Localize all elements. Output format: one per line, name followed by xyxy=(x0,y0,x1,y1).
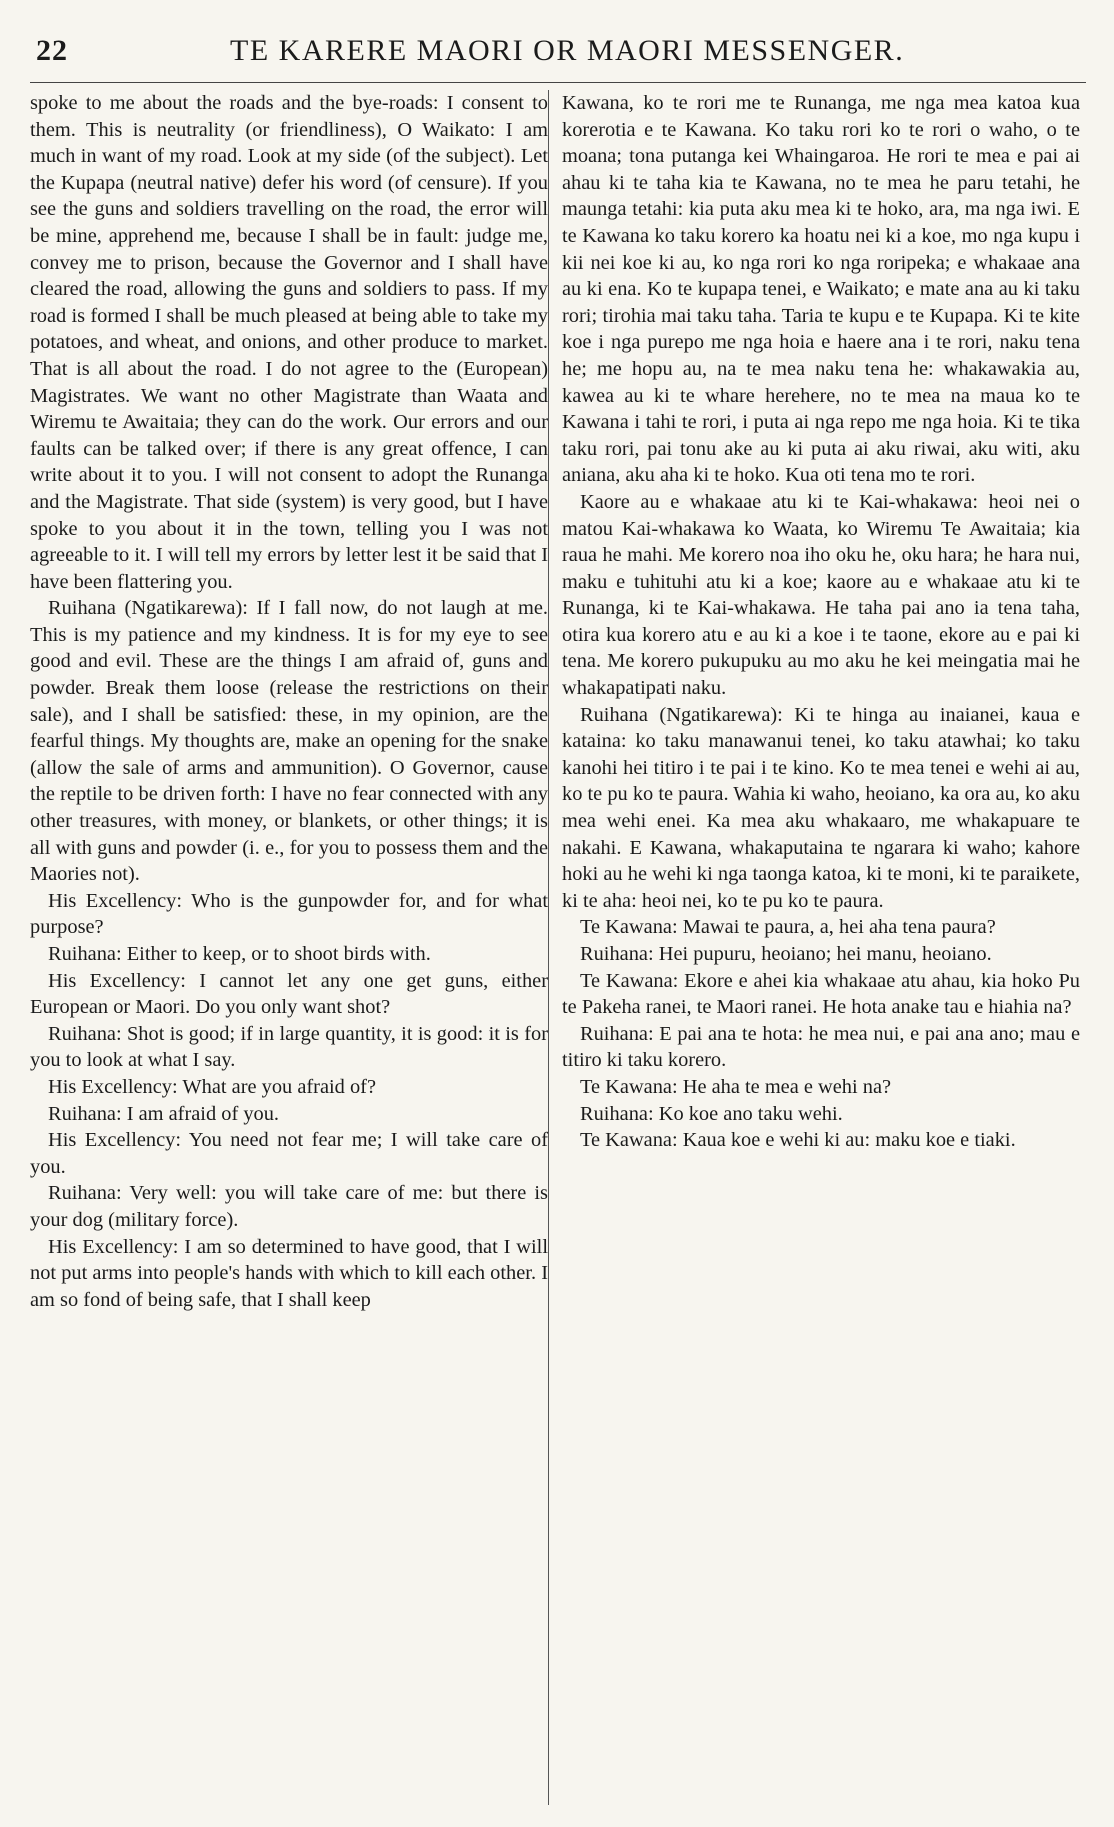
english-paragraph: Ruihana (Ngatikarewa): If I fall now, do not laugh at me. This is my patience and my kindness. It is for my eye to see good and evil. These are the things I am afraid of, guns and powder. Break them loose (release the restrictions on their sale), and I shall be satisfied: these, in my opinion, are the fearful things. My thoughts are, make an opening for the snake (allow the sale of arms and ammunition). O Governor, cause the reptile to be driven forth: I have no fear connected with any other treasures, with money, or blankets, or other things; it is all with guns and powder (i. e., for you to possess them and the Maories not). xyxy=(30,597,548,886)
maori-paragraph: Ruihana: E pai ana te hota: he mea nui, e pai ana ano; mau e titiro ki taku korero. xyxy=(562,1022,1080,1072)
column-divider xyxy=(548,90,549,1805)
page-header xyxy=(30,34,1090,74)
english-paragraph: Ruihana: Either to keep, or to shoot birds with. xyxy=(48,943,431,965)
english-paragraph: His Excellency: What are you afraid of? xyxy=(48,1075,376,1098)
maori-paragraph: Te Kawana: Kaua koe e wehi ki au: maku koe e tiaki. xyxy=(580,1129,1016,1152)
english-paragraph: His Excellency: You need not fear me; I will take care of you. xyxy=(30,1129,548,1178)
maori-column xyxy=(562,90,1080,1810)
english-paragraph: Ruihana: Very well: you will take care of me: but there is your dog (military force). xyxy=(30,1182,548,1231)
english-paragraph: His Excellency: I am so determined to have good, that I will not put arms into people's hands with which to kill each other. I am so fond of being safe, that I shall keep xyxy=(30,1235,548,1311)
english-paragraph: spoke to me about the roads and the bye-roads: I consent to them. This is neutrality (or friendliness), O Waikato: I am much in want of my road. Look at my side (of the subject). Let the Kupapa (neutral native) defer his word (of censure). If you see the guns and soldiers travelling on the road, the error will be mine, apprehend me, because I shall be in fault: judge me, convey me to prison, because the Governor and I shall have cleared the road, allowing the guns and soldiers to pass. If my road is formed I shall be much pleased at being able to take my potatoes, and wheat, and onions, and other produce to market. That is all about the road. I do not agree to the (European) Magistrates. We want no other Magistrate than Waata and Wiremu te Awaitaia; they can do the work. Our errors and our faults can be talked over; if there is any great offence, I can write about it to you. I will not consent to adopt the Runanga and the Magistrate. That side (system) is very good, but I have spoke to you about it in the town, telling you I was not agreeable to it. I will tell my errors by letter lest it be said that I have been flattering you. xyxy=(30,92,548,593)
maori-paragraph: Ruihana (Ngatikarewa): Ki te hinga au inaianei, kaua e kataina: ko taku manawanui tenei, ko taku atawhai; ko taku kanohi hei titiro i te pai i te kino. Ko te mea tenei e wehi ai au, ko te pu ko te paura. Wahia ki waho, heoiano, ka ora au, ko aku mea wehi enei. Ka mea aku whakaaro, me whakapuare te nakahi. E Kawana, whakaputaina te ngarara ki waho; kahore hoki au he wehi ki nga taonga katoa, ki te moni, ki te paraikete, ki te aha: heoi nei, ko te pu ko te paura. xyxy=(562,703,1080,912)
maori-paragraph: Te Kawana: He aha te mea e wehi na? xyxy=(580,1075,892,1098)
maori-paragraph: Te Kawana: Ekore e ahei kia whakaae atu ahau, kia hoko Pu te Pakeha ranei, te Maori ranei. He hota anake tau e hiahia na? xyxy=(562,969,1080,1019)
maori-paragraph: Te Kawana: Mawai te paura, a, hei aha tena paura? xyxy=(580,916,996,939)
english-paragraph: Ruihana: I am afraid of you. xyxy=(48,1102,280,1125)
page-number: 22 xyxy=(36,34,68,67)
maori-paragraph: Ruihana: Ko koe ano taku wehi. xyxy=(580,1102,843,1125)
header-rule xyxy=(30,82,1086,83)
running-title: TE KARERE MAORI OR MAORI MESSENGER. xyxy=(230,34,905,67)
maori-paragraph: Kawana, ko te rori me te Runanga, me nga mea katoa kua korerotia e te Kawana. Ko taku rori ko te rori o waho, o te moana; tona putanga kei Whaingaroa. He rori te mea e pai ai ahau ki te taha kia te Kawana, no te mea he paru tetahi, he maunga tetahi: kia puta aku mea ki te hoko, ara, ma nga iwi. E te Kawana ko taku korero ka hoatu nei ki a koe, mo nga kupu i kii nei koe ki au, ko nga rori ko nga roripeka; e whakaae ana au ki ena. Ko te kupapa tenei, e Waikato; e mate ana au ki taku rori; tirohia mai taku taha. Taria te kupu e te Kupapa. Ki te kite koe i nga purepo me nga hoia e haere ana i te rori, naku tena he; me hopu au, na te mea naku tena he: whakawakia au, kawea au ki te whare herehere, no te mea na maua ko te Kawana i tahi te rori, i puta ai nga repo me nga hoia. Ki te tika taku rori, pai tonu ake au ki puta ai aku riwai, aku witi, aku aniana, aku aha ki te hoko. Kua oti tena mo te rori. xyxy=(562,92,1080,487)
english-paragraph: Ruihana: Shot is good; if in large quantity, it is good: it is for you to look at what I say. xyxy=(30,1022,548,1072)
maori-paragraph: Kaore au e whakaae atu ki te Kai-whakawa: heoi nei o matou Kai-whakawa ko Waata, ko Wiremu Te Awaitaia; kia raua he mahi. Me korero noa iho oku he, oku hara; he hara nui, maku e tuhituhi atu ki a koe; kaore au e whakaae atu ki te Runanga, ki te Kai-whakawa. He taha pai ano ia tena taha, otira kua korero atu e au ki a koe i te taone, ekore au e pai ki tena. Me korero pukupuku au mo aku he kei meingatia mai he whakapatipati naku. xyxy=(562,490,1080,700)
english-paragraph: His Excellency: Who is the gunpowder for, and for what purpose? xyxy=(30,889,548,939)
english-paragraph: His Excellency: I cannot let any one get guns, either European or Maori. Do you only want shot? xyxy=(30,969,548,1019)
maori-paragraph: Ruihana: Hei pupuru, heoiano; hei manu, heoiano. xyxy=(580,943,992,965)
english-column xyxy=(30,90,548,1810)
